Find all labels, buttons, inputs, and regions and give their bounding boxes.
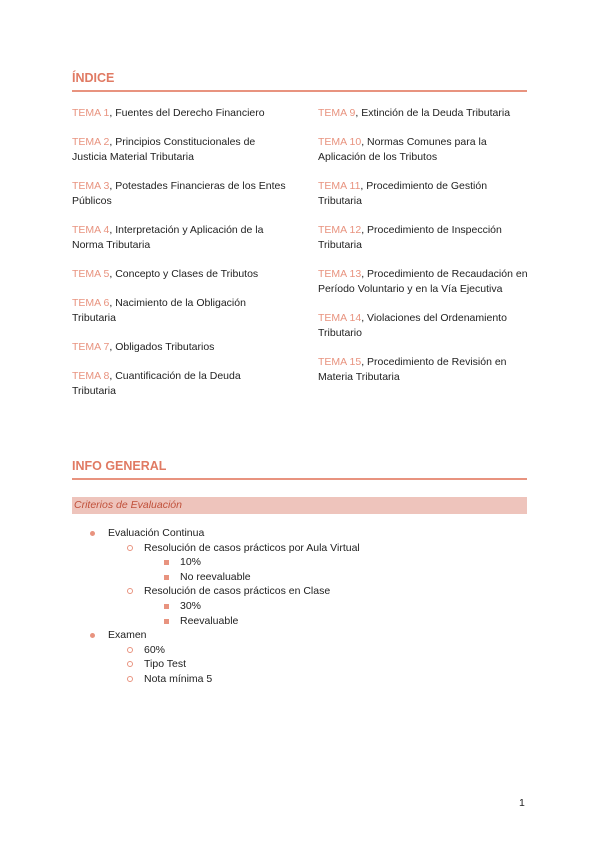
toc-title: , Obligados Tributarios — [109, 341, 215, 353]
toc-right-column — [318, 106, 530, 399]
bullet-square-icon — [164, 575, 169, 580]
toc-number: TEMA 9 — [318, 107, 356, 119]
toc-number: TEMA 4 — [72, 224, 110, 236]
criteria-heading: Criterios de Evaluación — [72, 497, 527, 514]
bullet-hollow-circle-icon — [127, 676, 133, 682]
toc-entry[interactable] — [318, 311, 530, 341]
toc-entry[interactable] — [72, 179, 287, 209]
list-item-text: 60% — [144, 643, 166, 656]
page-number: 1 — [519, 797, 525, 809]
toc-number: TEMA 15 — [318, 356, 362, 368]
list-item — [0, 628, 600, 643]
bullet-square-icon — [164, 560, 169, 565]
toc-title: , Potestades Financieras de los Entes Públicos — [72, 180, 286, 207]
bullet-hollow-circle-icon — [127, 661, 133, 667]
toc-number: TEMA 1 — [72, 107, 110, 119]
list-item-text: 30% — [180, 599, 202, 612]
bullet-filled-circle-icon — [90, 531, 95, 536]
toc-number: TEMA 6 — [72, 297, 110, 309]
toc-number: TEMA 11 — [318, 180, 361, 192]
toc-entry[interactable] — [72, 296, 287, 326]
toc-entry[interactable] — [318, 179, 530, 209]
toc-entry[interactable] — [72, 369, 287, 399]
list-item-text: Resolución de casos prácticos por Aula Virtual — [144, 541, 360, 554]
list-item — [0, 672, 600, 687]
toc-entry[interactable] — [318, 355, 530, 385]
toc-entry[interactable] — [318, 223, 530, 253]
toc-number: TEMA 14 — [318, 312, 362, 324]
list-item-text: Nota mínima 5 — [144, 672, 213, 685]
toc-entry[interactable] — [72, 106, 287, 121]
toc-title: , Procedimiento de Gestión Tributaria — [318, 180, 488, 207]
toc-entry[interactable] — [318, 267, 530, 297]
list-item-text: Resolución de casos prácticos en Clase — [144, 585, 331, 598]
toc-number: TEMA 10 — [318, 136, 362, 148]
list-item — [0, 584, 600, 599]
info-general-heading: INFO GENERAL — [72, 459, 527, 480]
bullet-hollow-circle-icon — [127, 647, 133, 653]
bullet-square-icon — [164, 604, 169, 609]
list-item-text: Tipo Test — [144, 658, 187, 671]
list-item — [0, 555, 600, 570]
list-item — [0, 657, 600, 672]
toc-title: , Normas Comunes para la Aplicación de los Tributos — [318, 136, 487, 163]
toc-number: TEMA 7 — [72, 341, 110, 353]
bullet-filled-circle-icon — [90, 633, 95, 638]
list-item-text: 10% — [180, 556, 202, 569]
list-item-text: No reevaluable — [180, 570, 251, 583]
bullet-hollow-circle-icon — [127, 588, 133, 594]
list-item-text: Examen — [108, 629, 147, 642]
toc-title: , Cuantificación de la Deuda Tributaria — [72, 370, 241, 397]
toc-number: TEMA 2 — [72, 136, 110, 148]
list-item — [0, 643, 600, 658]
evaluation-criteria-list — [0, 526, 600, 687]
toc-entry[interactable] — [72, 340, 287, 355]
bullet-hollow-circle-icon — [127, 545, 133, 551]
list-item-text: Evaluación Continua — [108, 527, 205, 539]
toc-number: TEMA 3 — [72, 180, 110, 192]
toc-title: , Concepto y Clases de Tributos — [109, 268, 259, 280]
list-item — [0, 541, 600, 556]
toc-title: , Principios Constitucionales de Justicia Material Tributaria — [72, 136, 256, 163]
bullet-square-icon — [164, 619, 169, 624]
list-item — [0, 570, 600, 585]
toc-title: , Procedimiento de Revisión en Materia Tributaria — [318, 356, 507, 383]
list-item — [0, 526, 600, 541]
toc-entry[interactable] — [318, 135, 530, 165]
toc-number: TEMA 13 — [318, 268, 362, 280]
toc-title: , Violaciones del Ordenamiento Tributario — [318, 312, 507, 339]
toc-title: , Procedimiento de Inspección Tributaria — [318, 224, 502, 251]
toc-title: , Procedimiento de Recaudación en Período Voluntario y en la Vía Ejecutiva — [318, 268, 528, 295]
toc-number: TEMA 12 — [318, 224, 362, 236]
toc-number: TEMA 5 — [72, 268, 110, 280]
toc-title: , Fuentes del Derecho Financiero — [109, 107, 265, 119]
toc-entry[interactable] — [72, 267, 287, 282]
toc-left-column — [72, 106, 287, 413]
toc-title: , Extinción de la Deuda Tributaria — [355, 107, 511, 119]
toc-entry[interactable] — [72, 135, 287, 165]
toc-title: , Interpretación y Aplicación de la Norma Tributaria — [72, 224, 264, 251]
indice-heading: ÍNDICE — [72, 71, 527, 92]
toc-title: , Nacimiento de la Obligación Tributaria — [72, 297, 246, 324]
toc-number: TEMA 8 — [72, 370, 110, 382]
toc-entry[interactable] — [318, 106, 530, 121]
list-item — [0, 614, 600, 629]
list-item-text: Reevaluable — [180, 614, 239, 627]
list-item — [0, 599, 600, 614]
toc-entry[interactable] — [72, 223, 287, 253]
